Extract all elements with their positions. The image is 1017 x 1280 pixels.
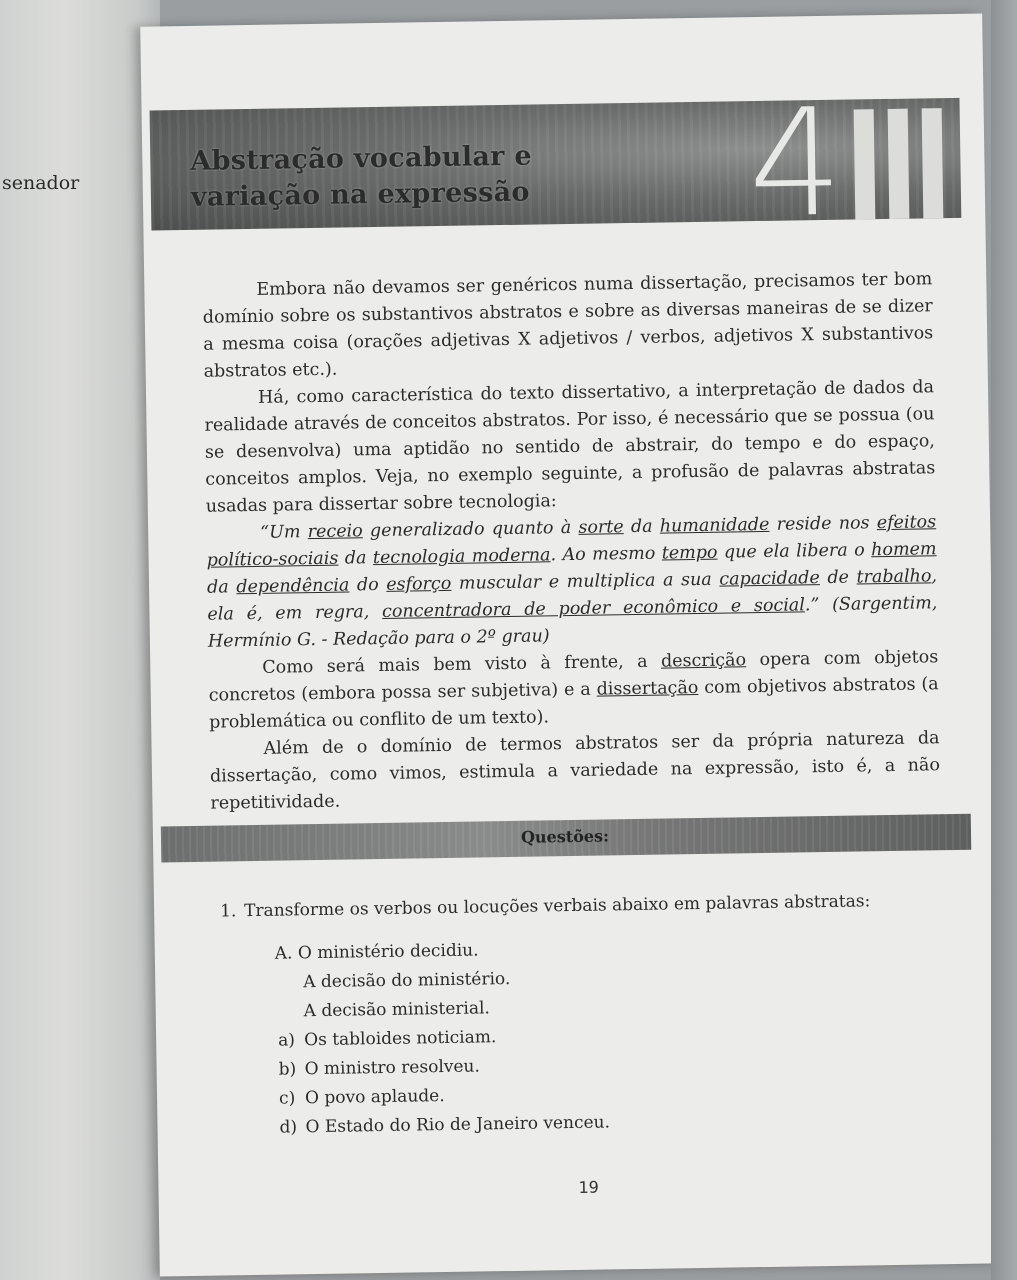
quote-text: generalizado quanto à: [362, 517, 579, 542]
quote-text: reside nos: [769, 513, 877, 535]
quote-text: da: [338, 548, 374, 569]
quote-text: “Um: [260, 522, 308, 543]
quote-text: do: [349, 574, 387, 596]
background-surface: [991, 0, 1017, 1280]
chapter-title-line-1: Abstração vocabular e: [190, 140, 533, 177]
underlined-term: sorte: [578, 517, 624, 538]
quote-citation: .” (Sargentim, Hermínio G. - Redação para o 2º grau): [207, 593, 938, 652]
underlined-term: dependência: [236, 575, 350, 598]
underlined-term: tempo: [661, 542, 718, 564]
questions-header-bar: [161, 814, 971, 863]
example-answer-1: A decisão do ministério.: [303, 968, 511, 993]
paragraph-4: Além de o domínio de termos abstratos ser da própria natureza da dissertação, como vimos, estimula a variedade na expressão, isto é, a não repetitividade.: [209, 728, 941, 814]
exercise-text: O Estado do Rio de Janeiro venceu.: [305, 1112, 611, 1138]
exercise-letter: c): [278, 1088, 296, 1109]
chapter-number: 4: [746, 76, 844, 251]
questions-header: Questões:: [520, 826, 610, 847]
exercise-text: O povo aplaude.: [304, 1086, 445, 1109]
question-text: Transforme os verbos ou locuções verbais abaixo em palavras abstratas:: [243, 891, 871, 922]
quote-text: da: [623, 516, 660, 538]
chapter-title-line-2: variação na expressão: [190, 176, 530, 213]
previous-page-word: senador: [2, 172, 80, 194]
quote-text: da: [206, 577, 237, 598]
underlined-term: dissertação: [596, 678, 699, 700]
question-number: 1.: [219, 901, 237, 922]
quote-text: muscular e multiplica a sua: [451, 569, 720, 594]
quote-text: que ela libera o: [717, 540, 872, 563]
book-page: [140, 13, 1002, 1276]
quote-text: , ela é, em regra,: [207, 566, 938, 625]
questions-section: [220, 887, 924, 1144]
underlined-term: concentradora de poder econômico e social: [381, 595, 806, 622]
underlined-term: efeitos político-sociais: [206, 512, 937, 571]
exercise-letter: a): [278, 1030, 296, 1051]
example-text: O ministério decidiu.: [297, 940, 479, 964]
quote-text: de: [819, 567, 857, 589]
chapter-decoration-bars: [844, 108, 956, 220]
paragraph-text: opera com objetos concretos (embora possa ser subjetiva) e a: [208, 647, 939, 706]
page-number: 19: [578, 1177, 600, 1197]
chapter-body: [202, 266, 940, 817]
underlined-term: trabalho: [856, 566, 932, 588]
exercise-text: Os tabloides noticiam.: [304, 1027, 497, 1051]
exercise-letter: b): [278, 1059, 297, 1080]
quote-paragraph: [206, 509, 938, 655]
exercise-text: O ministro resolveu.: [304, 1056, 480, 1080]
paragraph-2: Há, como característica do texto dissertativo, a interpretação de dados da realidade através de conceitos abstratos. Por isso, é necessário que se possua (ou se desenvolva) uma aptidão no sentido de abstrair, do tempo e do espaço, conceitos amplos. Veja, no exemplo seguinte, a profusão de palavras abstratas usadas para dissertar sobre tecnologia:: [204, 377, 936, 517]
underlined-term: descrição: [660, 650, 747, 672]
underlined-term: esforço: [386, 573, 452, 595]
underlined-term: receio: [307, 521, 363, 543]
underlined-term: capacidade: [719, 568, 820, 590]
quote-text: . Ao mesmo: [550, 543, 662, 566]
previous-page-edge: [0, 0, 160, 1280]
paragraph-text: Como será mais bem visto à frente, a: [262, 651, 662, 678]
paragraph-1: Embora não devamos ser genéricos numa dissertação, precisamos ter bom domínio sobre os substantivos abstratos e sobre as diversas maneiras de se dizer a mesma coisa (orações adjetivas X adjetivos / verbos, adjetivos X substantivos abstratos etc.).: [202, 269, 934, 382]
chapter-title: [190, 139, 533, 216]
underlined-term: tecnologia moderna: [372, 545, 551, 569]
exercise-letter: d): [279, 1117, 298, 1138]
underlined-term: homem: [871, 539, 937, 561]
chapter-banner: [150, 76, 962, 251]
underlined-term: humanidade: [659, 514, 770, 537]
paragraph-text: com objetivos abstratos (a problemática ou conflito de um texto).: [209, 674, 939, 733]
paragraph-3: [208, 644, 939, 736]
example-label: A.: [274, 943, 293, 964]
example-answer-2: A decisão ministerial.: [303, 998, 491, 1022]
